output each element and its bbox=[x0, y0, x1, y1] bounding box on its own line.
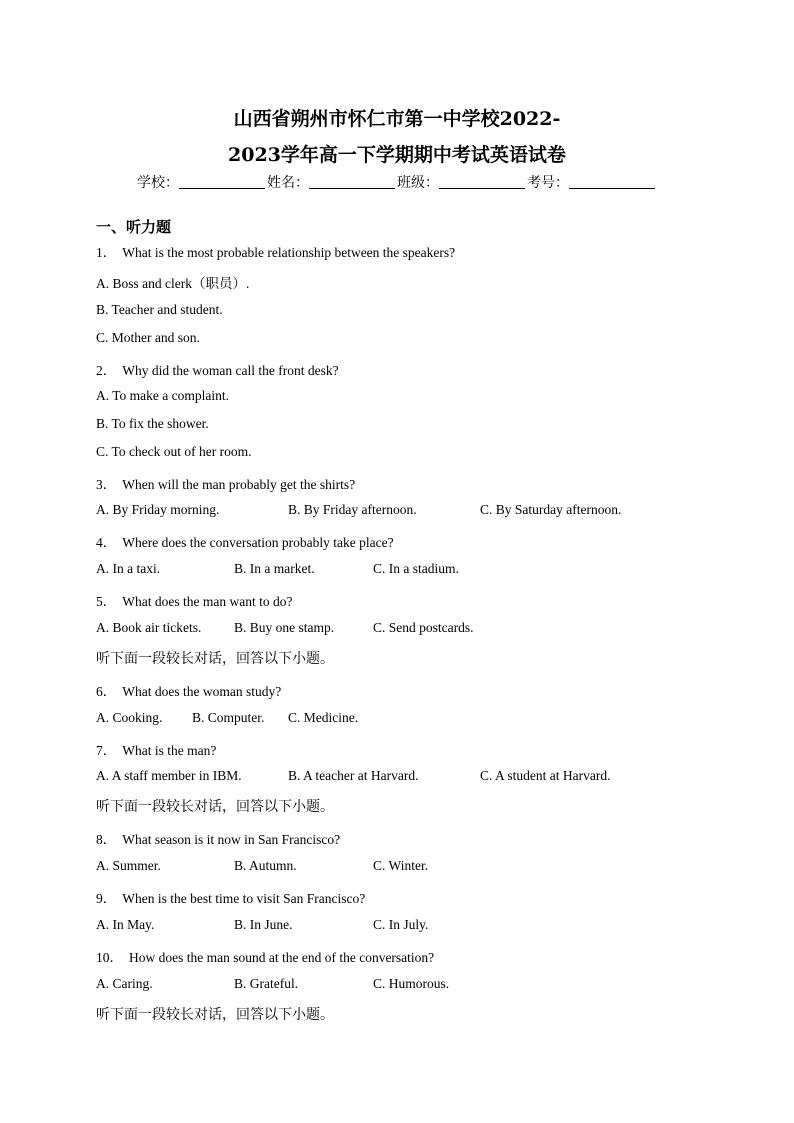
exam-number-label: 考号： bbox=[527, 175, 569, 191]
q1-option-b: B. Teacher and student. bbox=[96, 302, 223, 317]
q3-option-b: B. By Friday afternoon. bbox=[288, 502, 417, 517]
q6-option-a: A. Cooking. bbox=[96, 710, 163, 725]
q4-option-a: A. In a taxi. bbox=[96, 561, 161, 576]
q9-option-b: B. In June. bbox=[234, 917, 293, 932]
exam-title-line1: 山西省朔州市怀仁市第一中学校2022- bbox=[233, 108, 561, 130]
q10-option-a: A. Caring. bbox=[96, 976, 153, 991]
q7-option-a: A. A staff member in IBM. bbox=[96, 768, 242, 783]
q8-option-c: C. Winter. bbox=[373, 858, 429, 873]
q7-option-c: C. A student at Harvard. bbox=[480, 768, 611, 783]
exam-number-blank bbox=[569, 174, 655, 189]
listening-instruction-3: 听下面一段较长对话，回答以下小题。 bbox=[96, 1007, 334, 1023]
name-label: 姓名： bbox=[267, 175, 309, 191]
q3-option-c: C. By Saturday afternoon. bbox=[480, 502, 622, 517]
question-10: 10． How does the man sound at the end of the conversation? bbox=[96, 950, 435, 965]
question-8: 8． What season is it now in San Francisco? bbox=[96, 832, 341, 847]
question-3: 3． When will the man probably get the shirts? bbox=[96, 477, 356, 492]
class-blank bbox=[439, 174, 525, 189]
q1-option-a: A. Boss and clerk（职员）. bbox=[96, 276, 250, 291]
question-7: 7． What is the man? bbox=[96, 743, 217, 758]
question-9: 9． When is the best time to visit San Francisco? bbox=[96, 891, 366, 906]
question-6: 6． What does the woman study? bbox=[96, 684, 282, 699]
q9-option-c: C. In July. bbox=[373, 917, 429, 932]
q2-option-b: B. To fix the shower. bbox=[96, 416, 209, 431]
exam-title-line2: 2023学年高一下学期期中考试英语试卷 bbox=[228, 144, 566, 166]
q4-option-b: B. In a market. bbox=[234, 561, 315, 576]
q7-option-b: B. A teacher at Harvard. bbox=[288, 768, 419, 783]
q5-option-a: A. Book air tickets. bbox=[96, 620, 202, 635]
q3-option-a: A. By Friday morning. bbox=[96, 502, 220, 517]
q6-option-c: C. Medicine. bbox=[288, 710, 359, 725]
q10-option-c: C. Humorous. bbox=[373, 976, 450, 991]
question-5: 5． What does the man want to do? bbox=[96, 594, 293, 609]
q8-option-b: B. Autumn. bbox=[234, 858, 297, 873]
student-info-row bbox=[0, 172, 794, 192]
q6-option-b: B. Computer. bbox=[192, 710, 265, 725]
school-blank bbox=[179, 174, 265, 189]
q1-option-c: C. Mother and son. bbox=[96, 330, 200, 345]
listening-instruction-1: 听下面一段较长对话，回答以下小题。 bbox=[96, 651, 334, 667]
q10-option-b: B. Grateful. bbox=[234, 976, 299, 991]
question-2: 2． Why did the woman call the front desk? bbox=[96, 363, 339, 378]
q9-option-a: A. In May. bbox=[96, 917, 155, 932]
school-label: 学校： bbox=[137, 175, 179, 191]
q5-option-c: C. Send postcards. bbox=[373, 620, 474, 635]
listening-instruction-2: 听下面一段较长对话，回答以下小题。 bbox=[96, 799, 334, 815]
name-blank bbox=[309, 174, 395, 189]
question-4: 4． Where does the conversation probably take place? bbox=[96, 535, 394, 550]
q2-option-a: A. To make a complaint. bbox=[96, 388, 230, 403]
section-heading: 一、听力题 bbox=[96, 218, 172, 236]
q5-option-b: B. Buy one stamp. bbox=[234, 620, 335, 635]
class-label: 班级： bbox=[397, 175, 439, 191]
q4-option-c: C. In a stadium. bbox=[373, 561, 459, 576]
q8-option-a: A. Summer. bbox=[96, 858, 161, 873]
question-1: 1． What is the most probable relationship between the speakers? bbox=[96, 245, 456, 260]
q2-option-c: C. To check out of her room. bbox=[96, 444, 252, 459]
